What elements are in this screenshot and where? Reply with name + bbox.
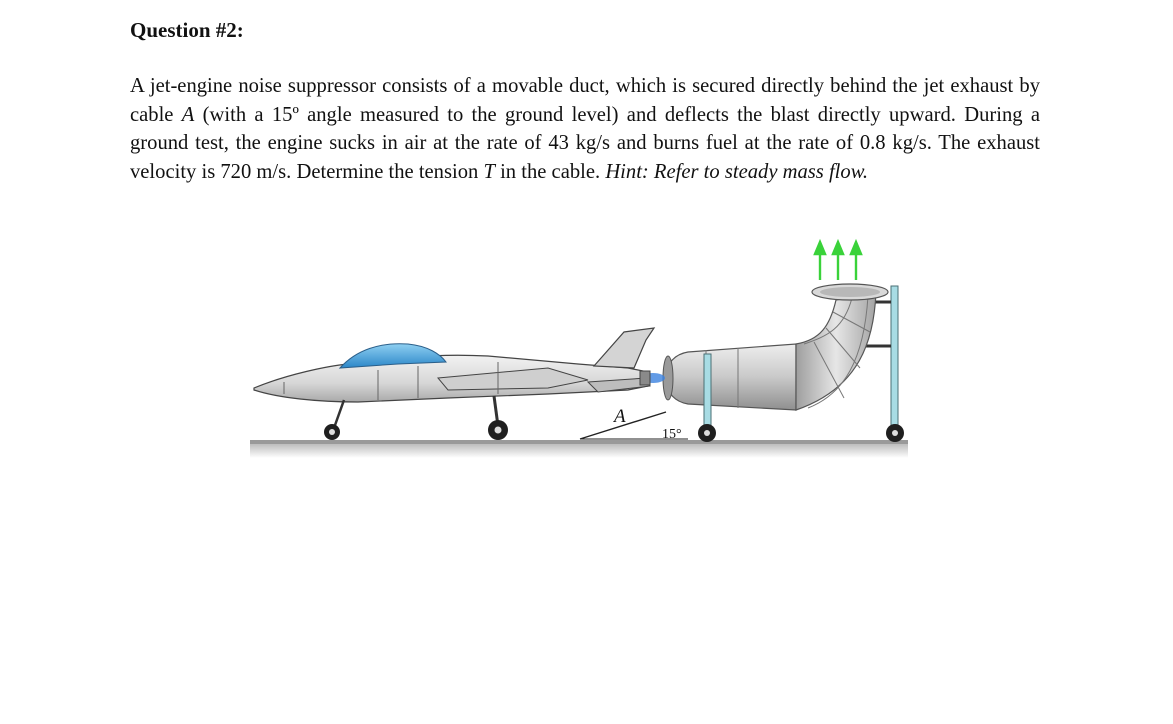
question-text-part2: (with a 15º angle measured to the ground level) and deflects the blast directly upward. During a ground test, the engine sucks in air at the rate of 43 kg/s and burns fuel at the rate of 0.8 kg/s. The exhaust velocity is 720 m/s. Determine the tension bbox=[130, 103, 1040, 183]
ground bbox=[250, 440, 908, 458]
question-text-part1: A jet-engine noise suppressor consists of a movable duct, which is secured directly behind the jet exhaust by cable bbox=[130, 75, 1040, 126]
question-text-part3: in the cable. bbox=[494, 160, 606, 183]
question-text bbox=[130, 72, 1040, 186]
front-stand bbox=[704, 354, 711, 434]
cable-symbol: A bbox=[181, 103, 195, 126]
suppressor-figure bbox=[248, 228, 912, 468]
tension-symbol: T bbox=[483, 160, 495, 183]
angle-label: 15° bbox=[662, 427, 682, 442]
jet-aircraft-icon bbox=[254, 328, 654, 440]
figure-canvas bbox=[248, 228, 912, 468]
up-arrows-icon bbox=[815, 242, 861, 280]
question-heading: Question #2: bbox=[130, 18, 244, 42]
cable-label: A bbox=[614, 406, 626, 427]
stand-wheels-icon bbox=[698, 424, 904, 442]
hint-text: Hint: Refer to steady mass flow. bbox=[605, 160, 869, 183]
suppressor-duct-icon bbox=[663, 284, 888, 410]
